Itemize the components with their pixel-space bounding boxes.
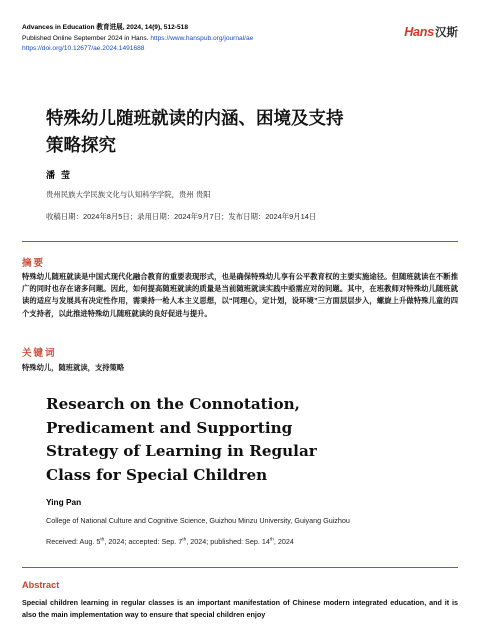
- chinese-keywords-heading: 关键词: [22, 348, 57, 359]
- journal-link[interactable]: https://www.hanspub.org/journal/ae: [150, 34, 254, 42]
- section-rule: [22, 567, 458, 568]
- chinese-title: [46, 106, 446, 160]
- journal-header: [22, 23, 253, 55]
- chinese-title-line2: 策略探究: [46, 136, 116, 156]
- chinese-dates: 收稿日期：2024年8月5日；录用日期：2024年9月7日；发布日期：2024年9月14日: [46, 212, 317, 221]
- accepted-date: , 2024; accepted: Sep. 7: [104, 537, 183, 546]
- logo-latin: Hans: [404, 25, 434, 39]
- english-affiliation: College of National Culture and Cognitive Science, Guizhou Minzu University, Guiyang Guizhou: [46, 516, 350, 525]
- english-abstract: Special children learning in regular classes is an important manifestation of Chinese modern integrated education, and it is also the main implementation way to ensure that special children enjoy: [22, 598, 458, 620]
- chinese-abstract-heading: 摘要: [22, 258, 46, 269]
- english-title-line: Research on the Connotation,: [46, 395, 300, 413]
- chinese-author: 潘莹: [46, 170, 77, 180]
- hans-logo: [404, 24, 458, 40]
- english-abstract-heading: Abstract: [22, 580, 60, 590]
- publication-line: [22, 34, 253, 45]
- chinese-abstract: 特殊幼儿随班就读是中国式现代化融合教育的重要表现形式，也是确保特殊幼儿享有公平教育权的主要实施途径。但随班就读在不断推广的同时也存在诸多问题。因此，如何提高随班就读的质量是当前随班就读实践中亟需应对的问题。其中，在班教师对特殊幼儿随班就读的适应与发展具有决定性作用，需秉持一枪人本主义思想，以“同理心，定计划，设环境”三方面层层步入，螺旋上升做特殊儿童的四个支持者，以此推进特殊幼儿随班就读的良好促进与提升。: [22, 272, 458, 318]
- section-rule: [22, 241, 458, 242]
- english-author: Ying Pan: [46, 497, 82, 507]
- published-online-text: Published Online September 2024 in Hans.: [22, 34, 149, 42]
- doi-link[interactable]: https://doi.org/10.12677/ae.2024.1491688: [22, 45, 145, 53]
- logo-cn: 汉斯: [435, 27, 458, 39]
- english-title-line: Class for Special Children: [46, 465, 268, 484]
- received-date: Received: Aug. 5: [46, 537, 101, 546]
- chinese-title-line1: 特殊幼儿随班就读的内涵、困境及支持: [46, 109, 344, 129]
- english-title-line: Strategy of Learning in Regular: [46, 442, 317, 461]
- published-date: , 2024; published: Sep. 14: [186, 537, 270, 546]
- english-title: [46, 393, 446, 487]
- english-dates: [46, 537, 294, 546]
- chinese-affiliation: 贵州民族大学民族文化与认知科学学院，贵州 贵阳: [46, 190, 211, 199]
- journal-citation: Advances in Education 教育进展, 2024, 14(9), 512-518: [22, 24, 189, 31]
- chinese-keywords: 特殊幼儿，随班就读，支持策略: [22, 363, 125, 372]
- ordinal-suffix: th: [100, 537, 105, 543]
- ordinal-suffix: th: [182, 537, 187, 543]
- ordinal-suffix: th: [269, 537, 274, 543]
- english-title-line: Predicament and Supporting: [46, 418, 293, 437]
- doi-line: [22, 44, 253, 55]
- year-end: , 2024: [273, 537, 294, 546]
